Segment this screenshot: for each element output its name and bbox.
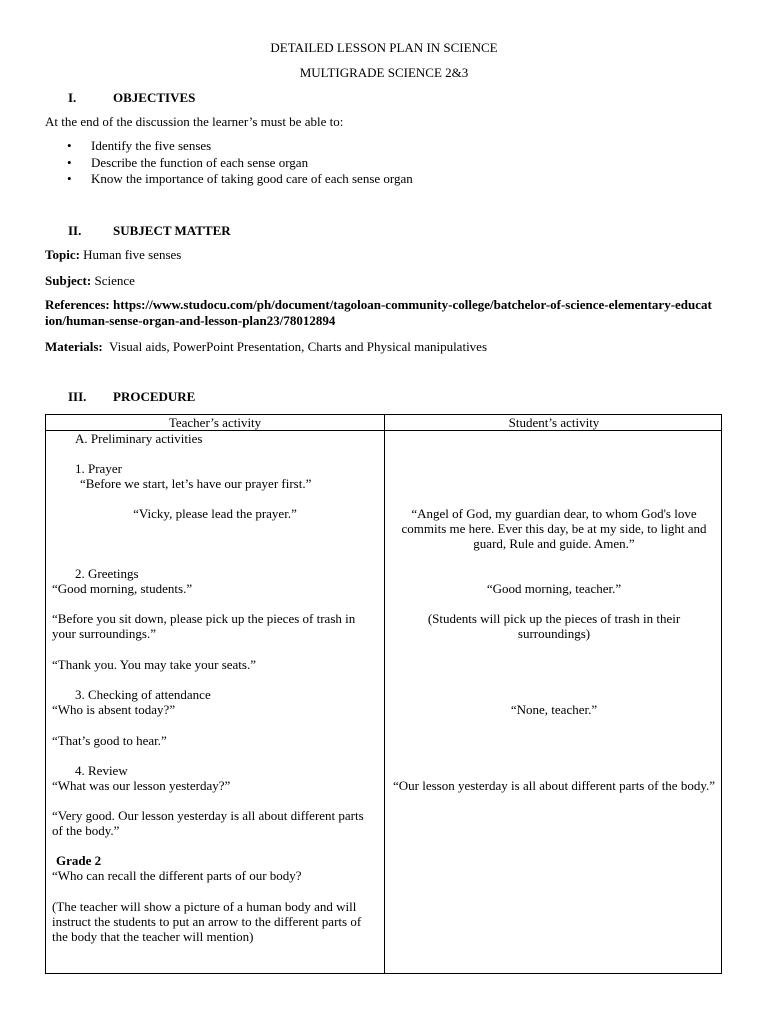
document-title: DETAILED LESSON PLAN IN SCIENCE [270,40,498,55]
objective-item: • Know the importance of taking good care of each sense organ [45,171,413,188]
materials-value: Visual aids, PowerPoint Presentation, Charts and Physical manipulatives [109,339,488,354]
references-value: https://www.studocu.com/ph/document/tagoloan-community-college/batchelor-of-science-elementary-education/human-sense-organ-and-lesson-plan23/78012894 [45,297,712,328]
objectives-heading [68,90,195,105]
subject-matter-number: II. [68,223,82,238]
review-heading: 4. Review [75,763,128,778]
objectives-intro: At the end of the discussion the learner’s must be able to: [45,114,344,129]
procedure-title: PROCEDURE [113,389,196,404]
subject-matter-title: SUBJECT MATTER [113,223,231,238]
topic-value: Human five senses [83,247,182,262]
greetings-student-line-2: (Students will pick up the pieces of trash in their surroundings) [427,611,681,641]
teacher-column-header: Teacher’s activity [168,415,262,430]
references-label: References: [45,297,110,312]
objectives-number: I. [68,90,77,105]
attendance-teacher-line-1: “Who is absent today?” [52,702,176,717]
objective-item: • Identify the five senses [45,138,413,155]
prayer-student-response: “Angel of God, my guardian dear, to whom God's love commits me here. Ever this day, be at my side, to light and guard, Rule and guide. Amen.” [401,506,707,551]
subject-line [45,273,725,289]
attendance-teacher-line-2: “That’s good to hear.” [52,733,167,748]
attendance-student-line-1: “None, teacher.” [510,702,598,717]
subject-matter-heading [68,223,231,238]
procedure-table [45,414,722,974]
materials-label: Materials: [45,339,103,354]
review-teacher-line-2: “Very good. Our lesson yesterday is all about different parts of the body.” [52,808,364,838]
grade-2-teacher-line-1: “Who can recall the different parts of our body? [52,868,302,883]
topic-label: Topic: [45,247,80,262]
document-subtitle: MULTIGRADE SCIENCE 2&3 [299,65,469,80]
subject-label: Subject: [45,273,92,288]
materials-line [45,339,725,355]
attendance-heading: 3. Checking of attendance [75,687,211,702]
grade-2-teacher-line-2: (The teacher will show a picture of a human body and will instruct the students to put an arrow to the different parts of the body that the teacher will mention) [52,899,362,944]
subject-value: Science [94,273,135,288]
prayer-teacher-line-1: “Before we start, let’s have our prayer first.” [80,476,312,491]
review-teacher-line-1: “What was our lesson yesterday?” [52,778,231,793]
procedure-number: III. [68,389,87,404]
references-line [45,297,715,329]
greetings-teacher-line-2: “Before you sit down, please pick up the pieces of trash in your surroundings.” [52,611,356,641]
preliminary-activities: A. Preliminary activities [75,431,203,446]
procedure-heading [68,389,195,404]
objectives-list [45,138,413,188]
greetings-teacher-line-3: “Thank you. You may take your seats.” [52,657,256,672]
objective-item: • Describe the function of each sense organ [45,155,413,172]
greetings-teacher-line-1: “Good morning, students.” [52,581,193,596]
prayer-heading: 1. Prayer [75,461,122,476]
grade-2-heading: Grade 2 [56,853,102,868]
objectives-title: OBJECTIVES [113,90,196,105]
student-column-header: Student’s activity [508,415,600,430]
prayer-teacher-line-2: “Vicky, please lead the prayer.” [133,506,297,521]
greetings-student-line-1: “Good morning, teacher.” [486,581,622,596]
review-student-line-1: “Our lesson yesterday is all about different parts of the body.” [392,778,716,793]
greetings-heading: 2. Greetings [75,566,139,581]
topic-line [45,247,725,263]
